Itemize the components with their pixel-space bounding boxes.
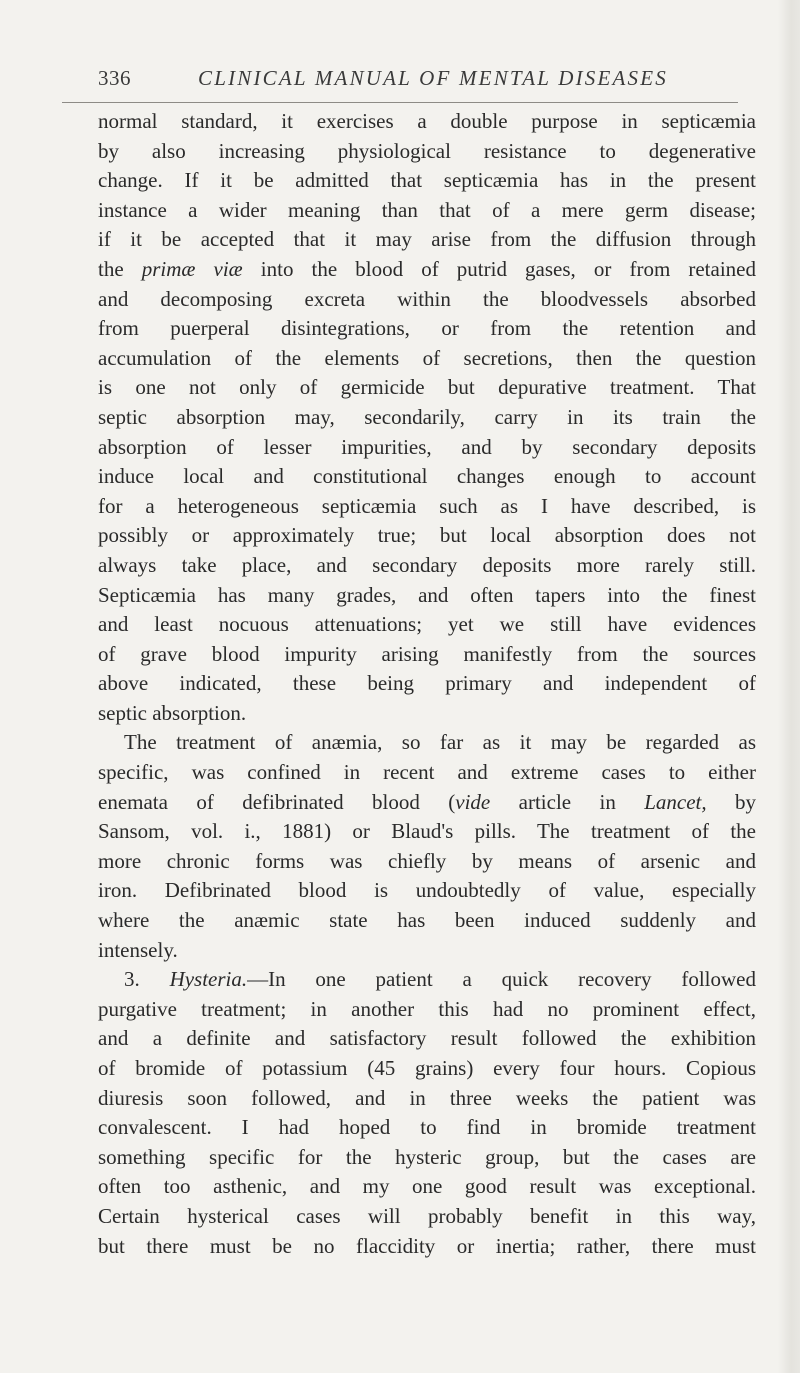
text-line — [98, 1054, 756, 1084]
text-line — [98, 1232, 756, 1262]
text-span: if it be accepted that it may arise from the diffusion through — [98, 227, 756, 252]
text-span: enemata of defibrinated blood ( — [98, 789, 456, 814]
page-edge-shadow — [778, 0, 800, 1373]
text-span: the — [98, 256, 142, 281]
text-span: Sansom, vol. i., 1881) or Blaud's pills. The treatment of the — [98, 819, 756, 844]
text-span: where the anæmic state has been induced suddenly and — [98, 908, 756, 933]
running-header — [98, 66, 758, 100]
text-line — [98, 758, 756, 788]
text-span: diuresis soon followed, and in three weeks the patient was — [98, 1085, 756, 1110]
text-line — [98, 107, 756, 137]
text-line — [98, 166, 756, 196]
text-line — [98, 225, 756, 255]
text-span: and decomposing excreta within the bloodvessels absorbed — [98, 286, 756, 311]
italic-phrase: primæ viæ — [141, 256, 243, 281]
text-span: Certain hysterical cases will probably benefit in this way, — [98, 1203, 756, 1228]
text-span: always take place, and secondary deposits more rarely still. — [98, 552, 756, 577]
text-span: —In one patient a quick recovery followed — [247, 967, 756, 992]
text-span: accumulation of the elements of secretions, then the question — [98, 345, 756, 370]
text-line — [98, 1202, 756, 1232]
text-line — [98, 995, 756, 1025]
text-line — [98, 285, 756, 315]
text-line — [98, 906, 756, 936]
text-line — [98, 1084, 756, 1114]
text-span: of bromide of potassium (45 grains) every four hours. Copious — [98, 1056, 756, 1080]
text-span: from puerperal disintegrations, or from the retention and — [98, 316, 756, 341]
italic-phrase: Hysteria. — [169, 967, 248, 992]
text-line — [98, 1143, 756, 1173]
text-span: something specific for the hysteric group, but the cases are — [98, 1144, 756, 1169]
text-line — [98, 433, 756, 463]
text-span: possibly or approximately true; but local absorption does not — [98, 523, 756, 548]
text-line — [98, 728, 756, 758]
text-line — [98, 521, 756, 551]
text-span: and a definite and satisfactory result followed the exhibition — [98, 1026, 756, 1051]
text-span: purgative treatment; in another this had no prominent effect, — [98, 996, 756, 1021]
text-span: Septicæmia has many grades, and often tapers into the finest — [98, 582, 756, 607]
text-line — [98, 373, 756, 403]
header-rule — [62, 102, 738, 103]
text-span: normal standard, it exercises a double purpose in septicæmia — [98, 109, 756, 133]
text-span: septic absorption may, secondarily, carry in its train the — [98, 404, 756, 429]
text-span: into the blood of putrid gases, or from retained — [242, 256, 756, 281]
text-span: change. If it be admitted that septicæmia has in the present — [98, 168, 756, 193]
text-span: iron. Defibrinated blood is undoubtedly of value, especially — [98, 878, 756, 903]
text-line — [98, 817, 756, 847]
text-line — [98, 255, 756, 285]
text-line — [98, 462, 756, 492]
text-line — [98, 581, 756, 611]
text-span: absorption of lesser impurities, and by secondary deposits — [98, 434, 756, 459]
text-line — [98, 137, 756, 167]
text-span: convalescent. I had hoped to find in bromide treatment — [98, 1115, 756, 1140]
text-line — [98, 936, 756, 966]
text-span: instance a wider meaning than that of a mere germ disease; — [98, 197, 756, 222]
text-line — [98, 1172, 756, 1202]
text-span: of grave blood impurity arising manifestly from the sources — [98, 641, 756, 666]
page-number: 336 — [98, 66, 131, 90]
text-span: above indicated, these being primary and independent of — [98, 671, 756, 696]
italic-phrase: vide — [455, 789, 491, 814]
text-line — [98, 669, 756, 699]
text-line — [98, 699, 756, 729]
text-span: specific, was confined in recent and extreme cases to either — [98, 760, 756, 785]
text-line — [98, 610, 756, 640]
text-span: more chronic forms was chiefly by means of arsenic and — [98, 848, 756, 873]
text-line — [98, 196, 756, 226]
running-title: CLINICAL MANUAL OF MENTAL DISEASES — [198, 66, 668, 90]
text-span: by also increasing physiological resistance to degenerative — [98, 138, 756, 163]
text-line — [98, 876, 756, 906]
italic-phrase: Lancet, — [644, 789, 707, 814]
text-span: but there must be no flaccidity or inertia; rather, there must — [98, 1233, 756, 1258]
text-line — [98, 847, 756, 877]
text-line — [98, 314, 756, 344]
text-span: intensely. — [98, 937, 178, 962]
text-span: for a heterogeneous septicæmia such as I have described, is — [98, 493, 756, 518]
text-line — [98, 403, 756, 433]
text-span: The treatment of anæmia, so far as it may be regarded as — [124, 730, 756, 755]
text-span: is one not only of germicide but depurative treatment. That — [98, 375, 756, 400]
text-line — [98, 492, 756, 522]
text-line — [98, 640, 756, 670]
text-span: and least nocuous attenuations; yet we still have evidences — [98, 612, 756, 637]
text-line — [98, 788, 756, 818]
text-line — [98, 551, 756, 581]
text-span: by — [706, 789, 756, 814]
text-line — [98, 344, 756, 374]
text-span: induce local and constitutional changes enough to account — [98, 464, 756, 489]
text-line — [98, 965, 756, 995]
text-span: 3. — [124, 967, 170, 992]
text-span: often too asthenic, and my one good result was exceptional. — [98, 1174, 756, 1199]
body-text — [98, 107, 756, 1261]
text-span: article in — [490, 789, 645, 814]
text-span: septic absorption. — [98, 700, 247, 725]
text-line — [98, 1113, 756, 1143]
text-line — [98, 1024, 756, 1054]
